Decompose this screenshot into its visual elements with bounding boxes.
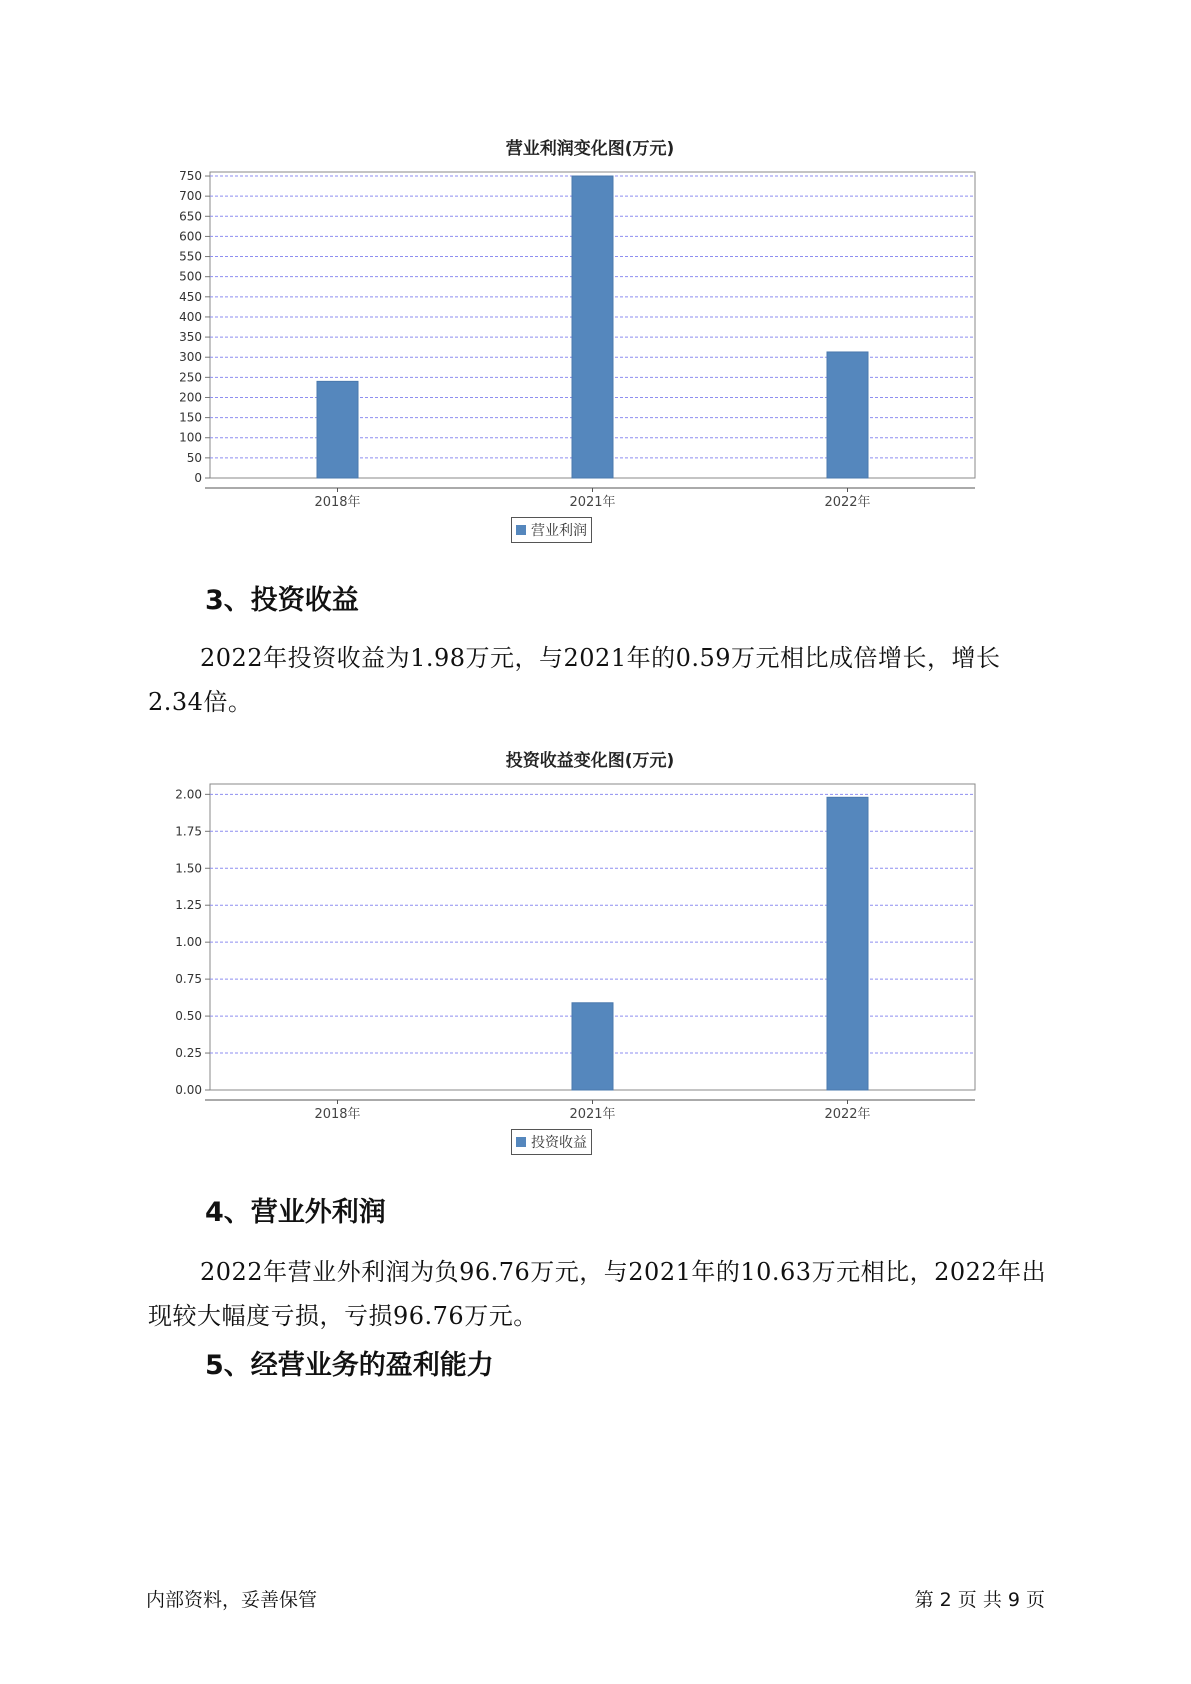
- x-tick-label: 2018年: [314, 1107, 361, 1122]
- y-tick-label: 750: [179, 169, 202, 184]
- legend-swatch: [516, 525, 526, 535]
- y-tick-label: 0.25: [175, 1046, 202, 1061]
- y-tick-label: 0: [194, 471, 202, 485]
- y-tick-label: 300: [179, 350, 202, 365]
- y-tick-label: 400: [179, 309, 202, 324]
- y-tick-label: 2.00: [175, 787, 202, 802]
- y-tick-label: 500: [179, 269, 202, 284]
- y-tick-label: 0.00: [175, 1083, 202, 1097]
- section-text-3: 2022年投资收益为1.98万元，与2021年的0.59万元相比成倍增长，增长2.34倍。: [148, 644, 1001, 716]
- x-tick-label: 2018年: [314, 495, 361, 510]
- y-tick-label: 100: [179, 430, 202, 445]
- y-tick-label: 0.75: [175, 972, 202, 987]
- y-tick-label: 350: [179, 330, 202, 345]
- y-tick-label: 450: [179, 289, 202, 304]
- footer-page-number: 第 2 页 共 9 页: [914, 1589, 1045, 1611]
- section-heading-5: 5、经营业务的盈利能力: [205, 1350, 494, 1381]
- x-tick-label: 2022年: [824, 1107, 871, 1122]
- y-tick-label: 550: [179, 249, 202, 264]
- y-tick-label: 600: [179, 229, 202, 244]
- legend-label: 投资收益: [531, 1135, 587, 1151]
- y-tick-label: 1.50: [175, 861, 202, 876]
- legend-label: 营业利润: [531, 523, 587, 539]
- section-heading-4: 4、营业外利润: [205, 1197, 386, 1228]
- section-heading-3: 3、投资收益: [205, 585, 359, 616]
- bar-2021年: [572, 176, 613, 478]
- y-tick-label: 50: [186, 450, 202, 465]
- x-tick-label: 2021年: [569, 1107, 616, 1122]
- y-tick-label: 200: [179, 390, 202, 405]
- chart-legend: [511, 517, 592, 543]
- y-tick-label: 250: [179, 370, 202, 385]
- section-text-4: 2022年营业外利润为负96.76万元，与2021年的10.63万元相比，2022年出现较大幅度亏损，亏损96.76万元。: [148, 1258, 1047, 1330]
- y-tick-label: 650: [179, 209, 202, 224]
- chart-title: 营业利润变化图(万元): [505, 139, 675, 159]
- y-tick-label: 150: [179, 410, 202, 425]
- bar-2022年: [827, 352, 868, 478]
- x-tick-label: 2022年: [824, 495, 871, 510]
- x-tick-label: 2021年: [569, 495, 616, 510]
- footer-confidential-note: 内部资料，妥善保管: [146, 1589, 318, 1611]
- bar-2021年: [572, 1003, 613, 1090]
- y-tick-label: 1.25: [175, 898, 202, 913]
- operating-profit-plot: [150, 160, 1030, 540]
- bar-2018年: [317, 381, 358, 478]
- chart-title: 投资收益变化图(万元): [505, 751, 675, 771]
- y-tick-label: 1.00: [175, 935, 202, 950]
- operating-profit-chart: [150, 130, 1030, 560]
- chart-legend: [511, 1129, 592, 1155]
- y-tick-label: 1.75: [175, 824, 202, 839]
- legend-swatch: [516, 1137, 526, 1147]
- y-tick-label: 0.50: [175, 1009, 202, 1024]
- y-tick-label: 700: [179, 189, 202, 204]
- bar-2022年: [827, 797, 868, 1090]
- investment-income-chart: [150, 742, 1030, 1172]
- investment-income-plot: [150, 772, 1030, 1152]
